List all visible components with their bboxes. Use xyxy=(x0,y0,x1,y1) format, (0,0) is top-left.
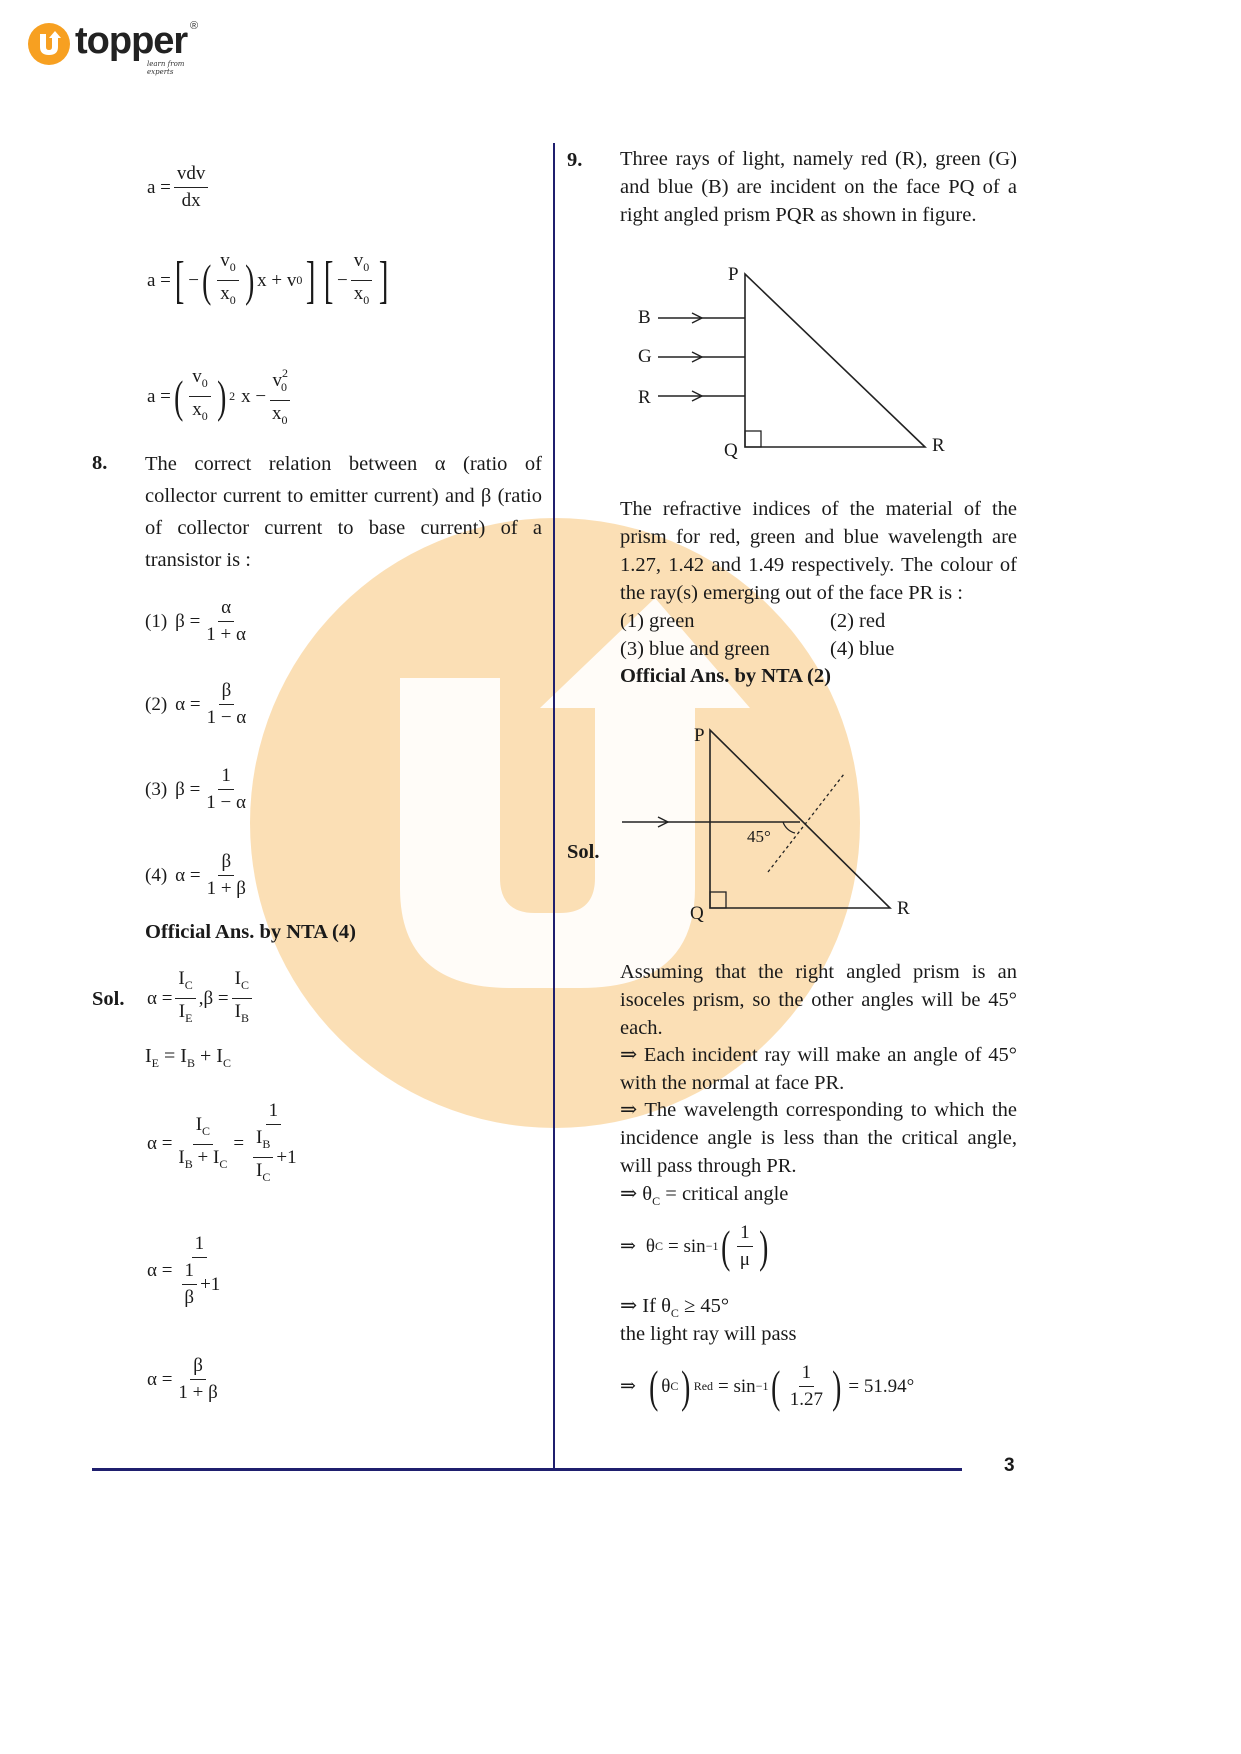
sol8-line-1: α = $\frac{I_C}{I_E}$ ,β = $\frac{I_C}{I_B}$ xyxy=(147,968,255,1029)
fig2-angle-label: 45° xyxy=(747,827,771,846)
prism-figure-incident-rays xyxy=(630,262,950,467)
registered-mark: ® xyxy=(190,20,199,32)
q8-solution-label: Sol. xyxy=(92,988,125,1010)
q8-option-4: (4) α = $\frac{\beta}{1 + \beta}$ xyxy=(145,851,246,899)
footer-rule xyxy=(92,1468,962,1471)
question-9-text-2: The refractive indices of the material of the prism for red, green and blue wavelength are 1.27, 1.42 and 1.49 respectively. The colour of the ray(s) emerging out of the face PR is : xyxy=(620,498,1017,604)
equation-a-expanded: a = [ − ( $\frac{v_0}{x_0}$ ) x + v 0 ] [ − $\frac{v_0}{x_0}$ ] xyxy=(147,250,389,309)
question-8-number: 8. xyxy=(92,452,108,474)
q8-option-2: (2) α = $\frac{\beta}{1 - \alpha}$ xyxy=(145,680,247,728)
fig1-label-g: G xyxy=(638,346,652,367)
sol9-paragraph-5: ⇒ If $\theta_C \ge 45^\circ$ xyxy=(620,1295,730,1320)
sol9-red-critical-angle: ⇒ ( θ C ) Red = sin −1 ( $\frac{1}{1.27}$ ) = 51.94° xyxy=(620,1360,915,1412)
q8-option-3: (3) β = $\frac{1}{1 - \alpha}$ xyxy=(145,765,246,813)
brand-name: topper xyxy=(75,20,188,62)
q9-official-answer: Official Ans. by NTA (2) xyxy=(620,665,831,687)
sol9-paragraph-4: ⇒ $\theta_C$ = critical angle xyxy=(620,1183,789,1208)
q9-option-3: (3) blue and green xyxy=(620,638,770,660)
fig1-label-r: R xyxy=(932,435,945,456)
sol8-line-5: α = $\frac{\beta}{1 + \beta}$ xyxy=(147,1355,218,1403)
q9-solution-label: Sol. xyxy=(567,841,600,863)
fig1-label-r-ray: R xyxy=(638,387,651,408)
q9-option-2: (2) red xyxy=(830,610,886,632)
brand-tagline: learn from experts xyxy=(147,60,185,76)
q8-official-answer: Official Ans. by NTA (4) xyxy=(145,921,356,943)
topper-logo-icon xyxy=(27,22,71,66)
sol9-critical-angle-equation: ⇒ θ C = sin −1 ( $\frac{1}{\mu}$ ) xyxy=(620,1220,769,1272)
fig2-label-r: R xyxy=(897,898,910,919)
topper-logo xyxy=(27,20,207,75)
q8-option-1: (1) β = $\frac{\alpha}{1 + \alpha}$ xyxy=(145,597,246,645)
fig1-label-p: P xyxy=(728,264,739,285)
sol9-paragraph-1: Assuming that the right angled prism is an isoceles prism, so the other angles will be 45° each. xyxy=(620,961,1017,1039)
page-number: 3 xyxy=(1004,1455,1015,1476)
question-9-number: 9. xyxy=(567,149,583,171)
equation-a-vdv-dx: a = $\frac{\text{vdv}}{dx}$ xyxy=(147,163,211,212)
fig1-label-q: Q xyxy=(724,440,738,461)
question-8-text: The correct relation between α (ratio of collector current to emitter current) and β (ratio of collector current to base current) of a transistor is : xyxy=(145,453,542,571)
column-divider xyxy=(553,143,555,1470)
equation-a-final: a = ( $\frac{v_0}{x_0}$ ) 2 x − $\frac{v^2_0}{x_0}$ xyxy=(147,362,294,431)
fig2-label-p: P xyxy=(694,725,705,746)
fig1-label-b: B xyxy=(638,307,651,328)
sol9-paragraph-2: ⇒ Each incident ray will make an angle of 45° with the normal at face PR. xyxy=(620,1044,1017,1094)
fig2-label-q: Q xyxy=(690,903,704,924)
sol9-paragraph-6: the light ray will pass xyxy=(620,1323,797,1345)
q9-option-1: (1) green xyxy=(620,610,695,632)
question-9-text: Three rays of light, namely red (R), green (G) and blue (B) are incident on the face PQ of a right angled prism PQR as shown in figure. xyxy=(620,148,1017,226)
sol8-line-4: α = 1 $\frac{1}{\beta}$ +1 xyxy=(147,1233,221,1308)
sol9-paragraph-3: ⇒ The wavelength corresponding to which the incidence angle is less than the critical angle, will pass through PR. xyxy=(620,1099,1017,1177)
q9-option-4: (4) blue xyxy=(830,638,895,660)
sol8-line-2: $I_E = I_B + I_C$ xyxy=(145,1045,231,1070)
sol8-line-3: α = $\frac{I_C}{I_B + I_C}$ = 1 $\frac{I_B}{I_C}$ +1 xyxy=(147,1100,297,1184)
prism-figure-solution xyxy=(618,722,918,927)
